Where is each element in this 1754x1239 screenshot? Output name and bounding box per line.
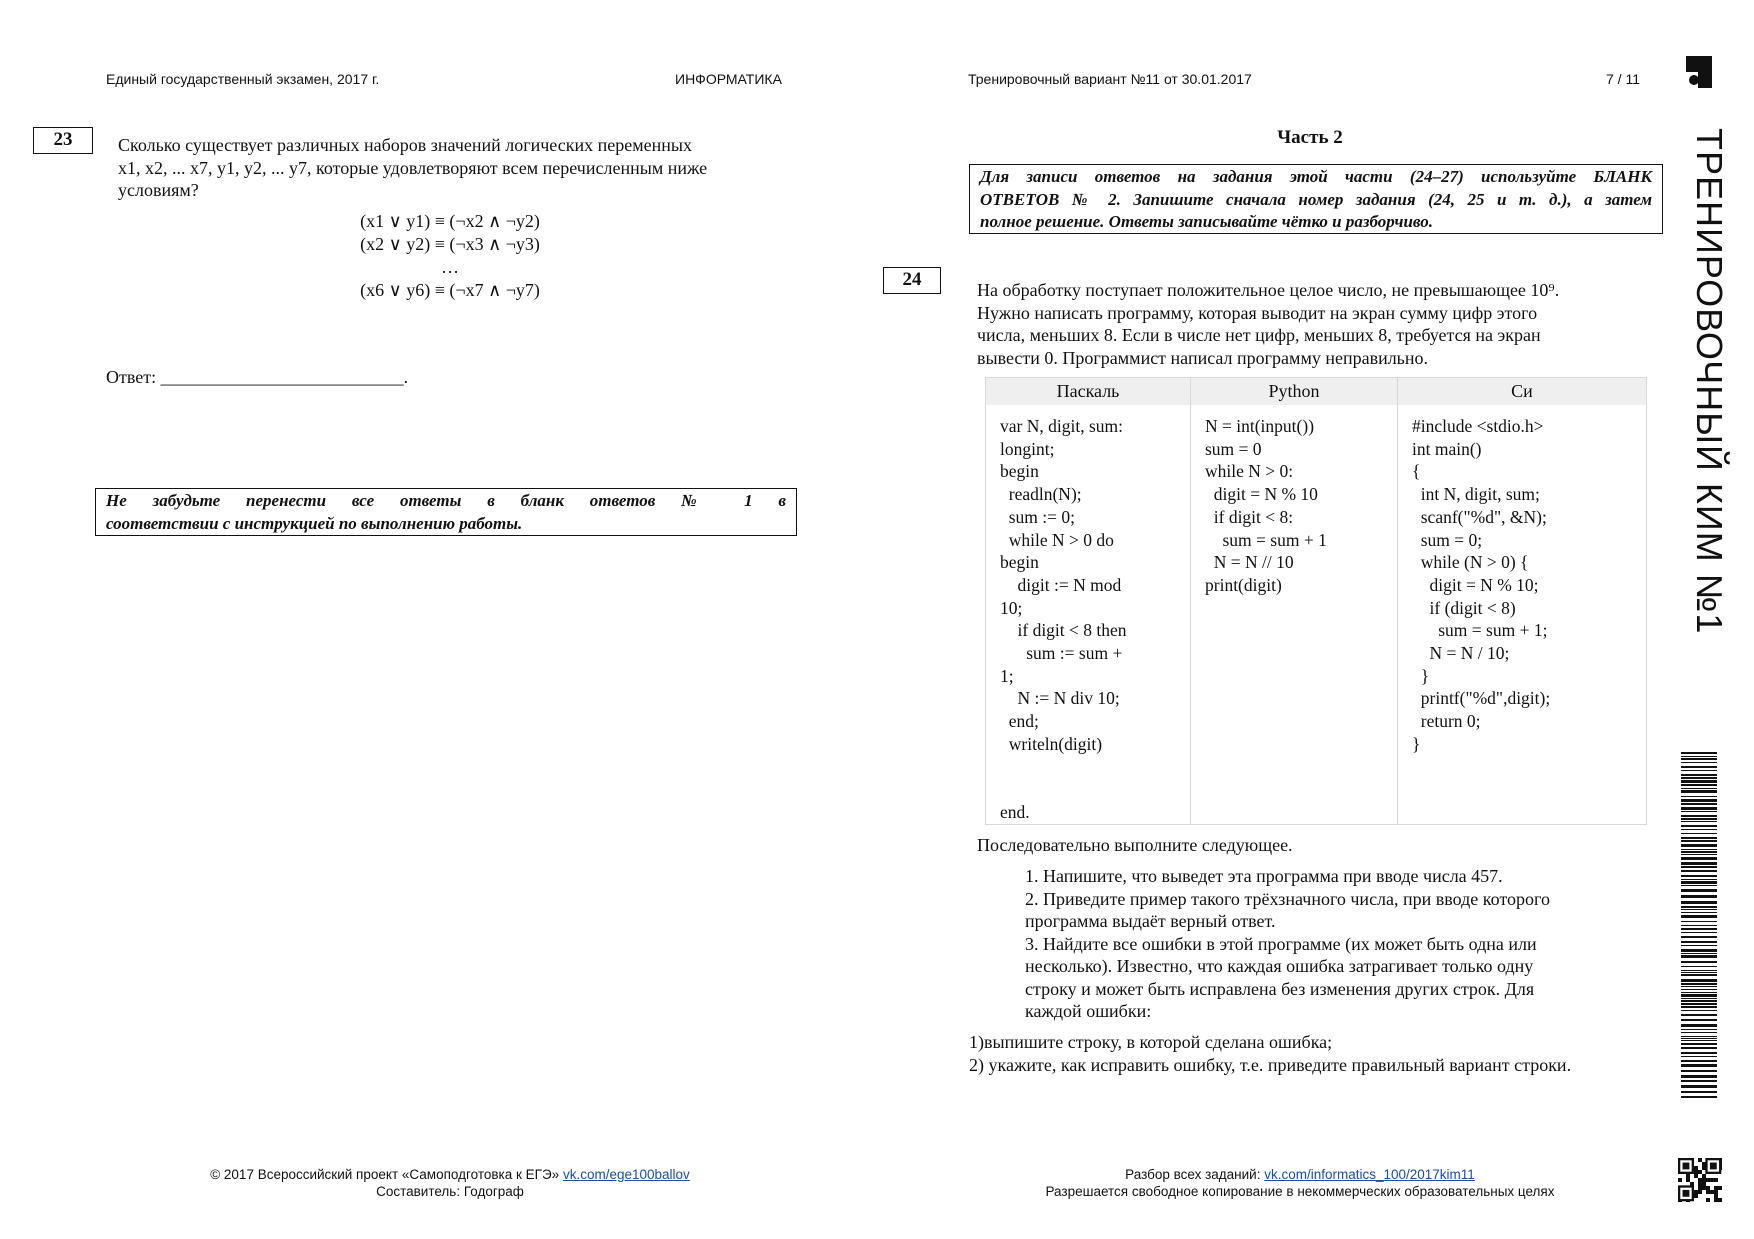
c-code-cell <box>1398 405 1647 824</box>
footer-right-license: Разрешается свободное копирование в некоммерческих образовательных целях <box>1045 1184 1555 1199</box>
task-24-item: несколько). Известно, что каждая ошибка затрагивает только одну <box>1025 956 1534 976</box>
column-header-pascal: Паскаль <box>986 378 1191 406</box>
task-23-formulas <box>300 210 600 302</box>
column-header-python: Python <box>1191 378 1398 406</box>
pascal-code: var N, digit, sum: longint; begin readln(N); sum := 0; while N > 0 do begin digit := N mod 10; if digit < 8 then sum := sum + 1; N := N div 10; end; writeln(digit) end. <box>1000 416 1127 822</box>
header-variant: Тренировочный вариант №11 от 30.01.2017 <box>968 71 1252 87</box>
code-table <box>985 377 1647 825</box>
pascal-code-cell <box>986 405 1191 824</box>
task-24-follow: Последовательно выполните следующее. <box>977 835 1293 855</box>
task-23-number: 23 <box>33 127 93 154</box>
task-24-subitems <box>969 1031 1669 1076</box>
task-24-item: программа выдаёт верный ответ. <box>1025 911 1276 931</box>
task-24-intro-line: Нужно написать программу, которая выводит на экран сумму цифр этого <box>977 302 1538 323</box>
task-24-intro-line: На обработку поступает положительное целое число, не превышающее 10⁹. <box>977 280 1560 300</box>
task-23-text-line: x1, x2, ... x7, y1, y2, ... y7, которые удовлетворяют всем перечисленным ниже <box>118 157 708 178</box>
task-24-intro-line: вывести 0. Программист написал программу неправильно. <box>977 347 1429 368</box>
reminder-line: Не забудьте перенести все ответы в бланк ответов № 1 в <box>106 491 786 510</box>
task-24-item: 3. Найдите все ошибки в этой программе (их может быть одна или <box>1025 933 1537 954</box>
task-23-text <box>118 134 758 202</box>
vertical-title: ТРЕНИРОВОЧНЫЙ КИМ №1 <box>1689 128 1730 635</box>
header-subject: ИНФОРМАТИКА <box>675 71 782 87</box>
task-24-item: 1. Напишите, что выведет эта программа при вводе числа 457. <box>1025 866 1503 886</box>
formula-line: (x6 ∨ y6) ≡ (¬x7 ∧ ¬y7) <box>360 280 540 300</box>
task-24-item: 2. Приведите пример такого трёхзначного числа, при вводе которого <box>1025 888 1550 909</box>
column-header-c: Си <box>1398 378 1647 406</box>
python-code: N = int(input()) sum = 0 while N > 0: digit = N % 10 if digit < 8: sum = sum + 1 N = N // 10 print(digit) <box>1205 416 1327 595</box>
footer-left-author: Составитель: Годограф <box>376 1184 524 1199</box>
qr-code-icon <box>1678 1158 1722 1202</box>
reminder-box <box>95 488 797 536</box>
formula-line: (x2 ∨ y2) ≡ (¬x3 ∧ ¬y3) <box>360 234 540 254</box>
formula-line: (x1 ∨ y1) ≡ (¬x2 ∧ ¬y2) <box>360 211 540 231</box>
corner-mark-icon <box>1686 56 1712 88</box>
task-24-intro <box>977 279 1677 369</box>
instruction-line: полное решение. Ответы записывайте чётко и разборчиво. <box>980 212 1434 231</box>
footer-left-text: © 2017 Всероссийский проект «Самоподготовка к ЕГЭ» <box>210 1167 563 1182</box>
task-24-item: строку и может быть исправлена без изменения других строк. Для <box>1025 978 1535 999</box>
c-code: #include <stdio.h> int main() { int N, digit, sum; scanf("%d", &N); sum = 0; while (N > 0) { digit = N % 10; if (digit < 8) sum = sum + 1; N = N / 10; } printf("%d",digit); return 0; } <box>1412 416 1551 754</box>
reminder-line: соответствии с инструкцией по выполнению работы. <box>106 513 523 533</box>
header-page-number: 7 / 11 <box>1606 71 1640 87</box>
task-24-item: каждой ошибки: <box>1025 1001 1152 1021</box>
barcode-icon <box>1681 752 1717 1100</box>
task-24-items <box>1025 865 1665 1023</box>
footer-left <box>150 1166 750 1200</box>
part-2-title: Часть 2 <box>1277 127 1343 148</box>
footer-right-link[interactable]: vk.com/informatics_100/2017kim11 <box>1264 1167 1475 1182</box>
task-24-subitem: 2) укажите, как исправить ошибку, т.е. приведите правильный вариант строки. <box>969 1054 1572 1075</box>
task-24-intro-line: числа, меньших 8. Если в числе нет цифр, меньших 8, требуется на экран <box>977 325 1541 345</box>
header-exam: Единый государственный экзамен, 2017 г. <box>106 71 380 87</box>
task-24-number: 24 <box>883 267 941 294</box>
formula-dots: … <box>441 257 459 277</box>
task-23-text-line: условиям? <box>118 180 199 200</box>
part-2-instruction-box <box>969 164 1663 234</box>
instruction-line: ОТВЕТОВ № 2. Запишите сначала номер задания (24, 25 и т. д.), а затем <box>980 189 1652 209</box>
python-code-cell <box>1191 405 1398 824</box>
task-23-answer-line: Ответ: ___________________________. <box>106 367 409 387</box>
instruction-line: Для записи ответов на задания этой части (24–27) используйте БЛАНК <box>980 167 1652 186</box>
task-24-subitem: 1)выпишите строку, в которой сделана ошибка; <box>969 1032 1333 1052</box>
footer-right <box>1000 1166 1600 1200</box>
footer-left-link[interactable]: vk.com/ege100ballov <box>562 1167 690 1182</box>
footer-right-text: Разбор всех заданий: <box>1125 1167 1265 1182</box>
task-23-text-line: Сколько существует различных наборов значений логических переменных <box>118 135 692 155</box>
